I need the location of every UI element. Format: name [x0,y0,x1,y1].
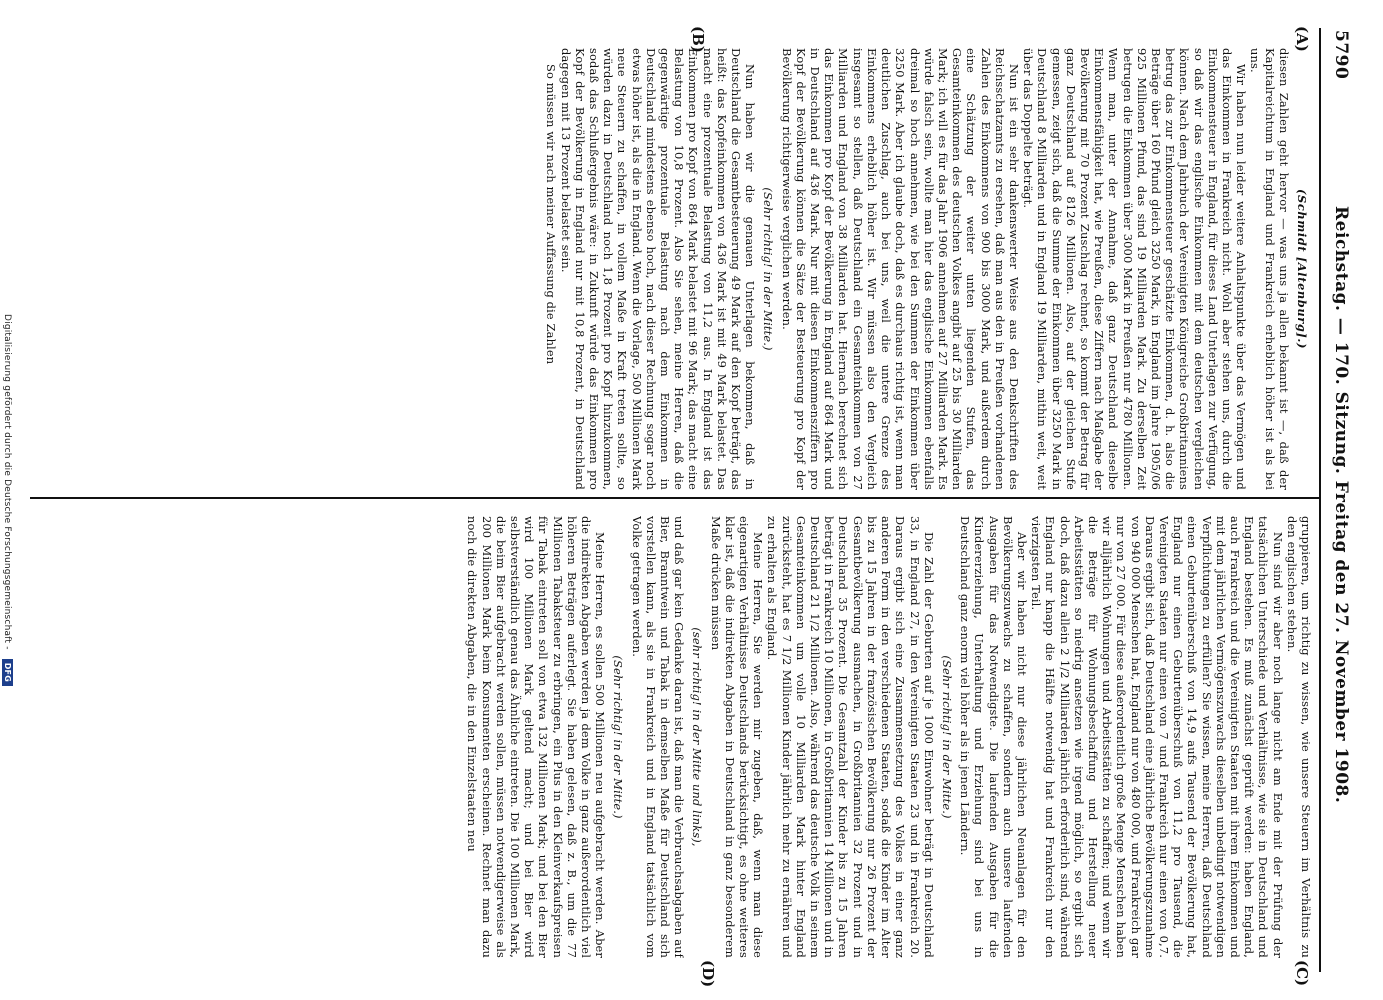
margin-marker-c: (C) [1293,960,1311,987]
interjection: (Sehr richtig! in der Mitte.) [939,655,954,819]
margin-marker-b: (B) [689,26,707,53]
digitization-credit [2,0,13,1000]
interjection: (Sehr richtig! in der Mitte.) [761,187,776,351]
paragraph: diesen Zahlen geht hervor — was uns ja allen bekannt ist —, daß der Kapitalreichtum in England und Frankreich erheblich höher ist als bei uns. [1248,48,1291,490]
right-column [30,516,1313,958]
page-header [1321,30,1361,970]
paragraph: So müssen wir nach meiner Auffassung die Zahlen [544,64,559,365]
margin-marker-d: (D) [699,960,717,988]
paragraph: und daß gar kein Gedanke daran ist, daß man die Verbrauchsabgaben auf Bier, Branntwein und Tabak in demselben Maße für Deutschland sich vorstellen kann, als sie in Frankreich und in England tatsächlich vom Volke getragen werden. [629,516,687,958]
interjection: (Sehr richtig! in der Mitte.) [611,655,626,819]
paragraph: Meine Herren, Sie werden mir zugeben, daß, wenn man diese eigenartigen Verhältnisse Deutschlands berücksichtigt, es ohne weiteres klar ist, daß die indirekten Abgaben in Deutschland in ganz besonderem Maße drücken müssen [708,516,766,958]
page-number: 5790 [1331,30,1351,80]
margin-marker-a: (A) [1293,26,1311,52]
speaker-label: (Schmidt [Altenburg].) [1295,189,1309,349]
column-divider [30,497,1319,499]
paragraph: Nun ist ein sehr dankenswerter Weise aus den Denkschriften des Reichsschatzamts zu ersehen, daß man aus den in Preußen vorhandenen Zahlen des Einkommens von 900 bis 3000 Mark, und außerdem durch eine Schätzung der weiter unten liegenden Stufen, das Gesamteinkommen des deutschen Volkes angibt auf 25 bis 30 Milliarden Mark; ich will es für das Jahr 1906 annehmen auf 27 Milliarden Mark. Es würde falsch sein, wollte man hier das englische Einkommen ebenfalls dreimal so hoch annehmen, wie bei den Summen der Einkommen über 3250 Mark. Aber ich glaube doch, daß es durchaus richtig ist, wenn man deutlichen Zuschlag, auch bei uns, weil die untere Grenze des Einkommens erheblich höher ist. Wir müssen also den Vergleich insgesamt so stellen, daß Deutschland ein Gesamteinkommen von 27 Milliarden und England von 38 Milliarden hat. Hiernach berechnet sich das Einkommen pro Kopf der Bevölkerung in England auf 864 Mark und in Deutschland auf 436 Mark. Nur mit diesen Einkommensziffern pro Kopf der Bevölkerung können die Sätze der Besteuerung pro Kopf der Bevölkerung richtigerweise verglichen werden. [779,48,1021,490]
paragraph: Nun haben wir die genauen Unterlagen bekommen, daß in Deutschland die Gesamtbesteuerung 49 Mark auf den Kopf beträgt, das heißt: das Kopfeinkommen von 436 Mark ist mit 49 Mark belastet. Das macht eine prozentuale Belastung von 11,2 aus. In England ist das Einkommen pro Kopf von 864 Mark belastet mit 96 Mark; das macht eine Belastung von 10,8 Prozent. Also Sie sehen, meine Herren, daß die gegenwärtige prozentuale Belastung nach dem Einkommen in Deutschland mindestens ebenso hoch, nach dieser Rechnung sogar noch etwas höher ist, als die in England. Wenn die Vorlage, 500 Millionen Mark neue Steuern zu schaffen, in vollem Maße in Kraft treten sollte, so würden dazu in Deutschland noch 1,8 Prozent pro Kopf hinzukommen, sodaß das Schlußergebnis wäre: in Zukunft würde das Einkommen pro Kopf der Bevölkerung in England nur mit 10,8 Prozent, in Deutschland dagegen mit 13 Prozent belastet sein. [558,48,758,490]
paragraph: Meine Herren, es sollen 500 Millionen neu aufgebracht werden. Aber die indirekten Abgaben werden ja dem Volke in ganz außerordentlich viel höheren Beträgen auferlegt. Sie haben gelesen, daß z. B., um die 77 Millionen Tabaksteuer zu erbringen, ein Plus in den Kleinverkaufspreisen für Tabak eintreten soll von etwa 132 Millionen Mark; und bei den Bier wird 100 Millionen Mark geltend macht; und bei Bier wird selbstverständlich genau das Ähnliche eintreten. Die 100 Millionen Mark, die beim Bier aufgebracht werden sollen, müssen notwendigerweise als 200 Millionen Mark beim Konsumenten erscheinen. Rechnet man dazu noch die direkten Abgaben, die in den Einzelstaaten neu [465,516,608,958]
page-title: Reichstag. — 170. Sitzung. Freitag den 27. November 1908. [1331,206,1351,804]
paragraph: gruppieren, um richtig zu wissen, wie unsere Steuern im Verhältnis zu den englischen stehen. [1284,516,1313,958]
paragraph: Nun sind wir aber noch lange nicht am Ende mit der Prüfung der tatsächlichen Unterschiede und Verhältnisse, wie sie in Deutschland und England bestehen. Es muß zunächst geprüft werden: haben England, auch Frankreich und die Vereinigten Staaten mit ihrem Einkommen und mit dem jährlichen Vermögenszuwachs dieselben unbedingt notwendigen Verpflichtungen zu erfüllen? Sie wissen, meine Herren, daß Deutschland einen Geburtenüberschuß von 14,9 aufs Tausend der Bevölkerung hat, England nur einen Geburtenüberschuß von 11,2 pro Tausend, die Vereinigten Staaten nur einen von 7 und Frankreich nur einen von 0,7. Daraus ergibt sich, daß Deutschland eine jährliche Bevölkerungszunahme von 940 000 Menschen hat, England nur von 480 000, und Frankreich gar nur von 27 000. Für diese außerordentlich große Menge Menschen haben wir alljährlich Wohnungen und Arbeitsstätten zu schaffen; und wenn wir die Beträge für Wohnungsbeschaffung und Herstellung neuer Arbeitsstätten so niedrig ansetzen wie irgend möglich, so ergibt sich doch, daß dazu allein 2 1/2 Milliarden jährlich erforderlich sind, während England nur knapp die Hälfte notwendig hat und Frankreich nur den vierzigsten Teil. [1029,516,1285,958]
paragraph: Aber wir haben nicht nur diese jährlichen Neuanlagen für den Bevölkerungszuwachs zu schaffen, sondern auch unsere laufenden Ausgaben für das Notwendigste. Die laufenden Ausgaben für die Kindererziehung, Unterhaltung und Erziehung sind bei uns in Deutschland ganz enorm viel höher als in jenen Ländern. [958,516,1029,958]
left-column [30,48,1313,490]
paragraph: Wir haben nun leider weitere Anhaltspunkte über das Vermögen und das Einkommen in Frankreich nicht. Wohl aber stehen uns, durch die Einkommensteuer in England, für dieses Land Unterlagen zur Verfügung, so daß wir das englische Einkommen mit dem deutschen vergleichen können. Nach dem Jahrbuch der Vereinigten Königreiche Großbritanniens betrug das zur Einkommensteuer geschätzte Einkommen, d. h. also die Beträge über 160 Pfund gleich 3250 Mark, in England im Jahre 1905/06 925 Millionen Pfund, das sind 19 Milliarden Mark. Zu derselben Zeit betrugen die Einkommen über 3000 Mark in Preußen nur 4780 Millionen. Wenn man, unter der Annahme, daß ganz Deutschland dieselbe Einkommensfähigkeit hat, wie Preußen, diese Ziffern nach Maßgabe der Bevölkerung mit 70 Prozent Zuschlag rechnet, so kommt der Betrag für ganz Deutschland auf 8126 Millionen. Also, auf der gleichen Stufe gemessen, zeigt sich, daß die Summe der Einkommen über 3250 Mark in Deutschland 8 Milliarden und in England 19 Milliarden, mithin weit, weit über das Doppelte beträgt. [1021,48,1249,490]
dfg-logo: DFG [2,659,13,686]
interjection: (sehr richtig! in der Mitte und links), [690,627,705,847]
credit-text: Digitalisierung gefördert durch die Deutsche Forschungsgemeinschaft - [2,313,12,650]
paragraph: Die Zahl der Geburten auf je 1000 Einwohner beträgt in Deutschland 33, in England 27, in den Vereinigten Staaten 23 und in Frankreich 20. Daraus ergibt sich eine Zusammensetzung des Volkes in einer ganz anderen Form in den verschiedenen Staaten, sodaß die Kinder im Alter bis zu 15 Jahren in der französischen Bevölkerung nur 26 Prozent der Gesamtbevölkerung ausmachen, in Großbritannien 32 Prozent und in Deutschland 35 Prozent. Die Gesamtzahl der Kinder bis zu 15 Jahren beträgt in Frankreich 10 Millionen, in Großbritannien 14 Millionen und in Deutschland 21 1/2 Millionen. Also, während das deutsche Volk in seinem Gesamteinkommen um volle 10 Milliarden Mark hinter England zurücksteht, hat es 7 1/2 Millionen Kinder jährlich mehr zu ernähren und zu erhalten als England. [765,516,936,958]
header-rule [1319,28,1321,972]
